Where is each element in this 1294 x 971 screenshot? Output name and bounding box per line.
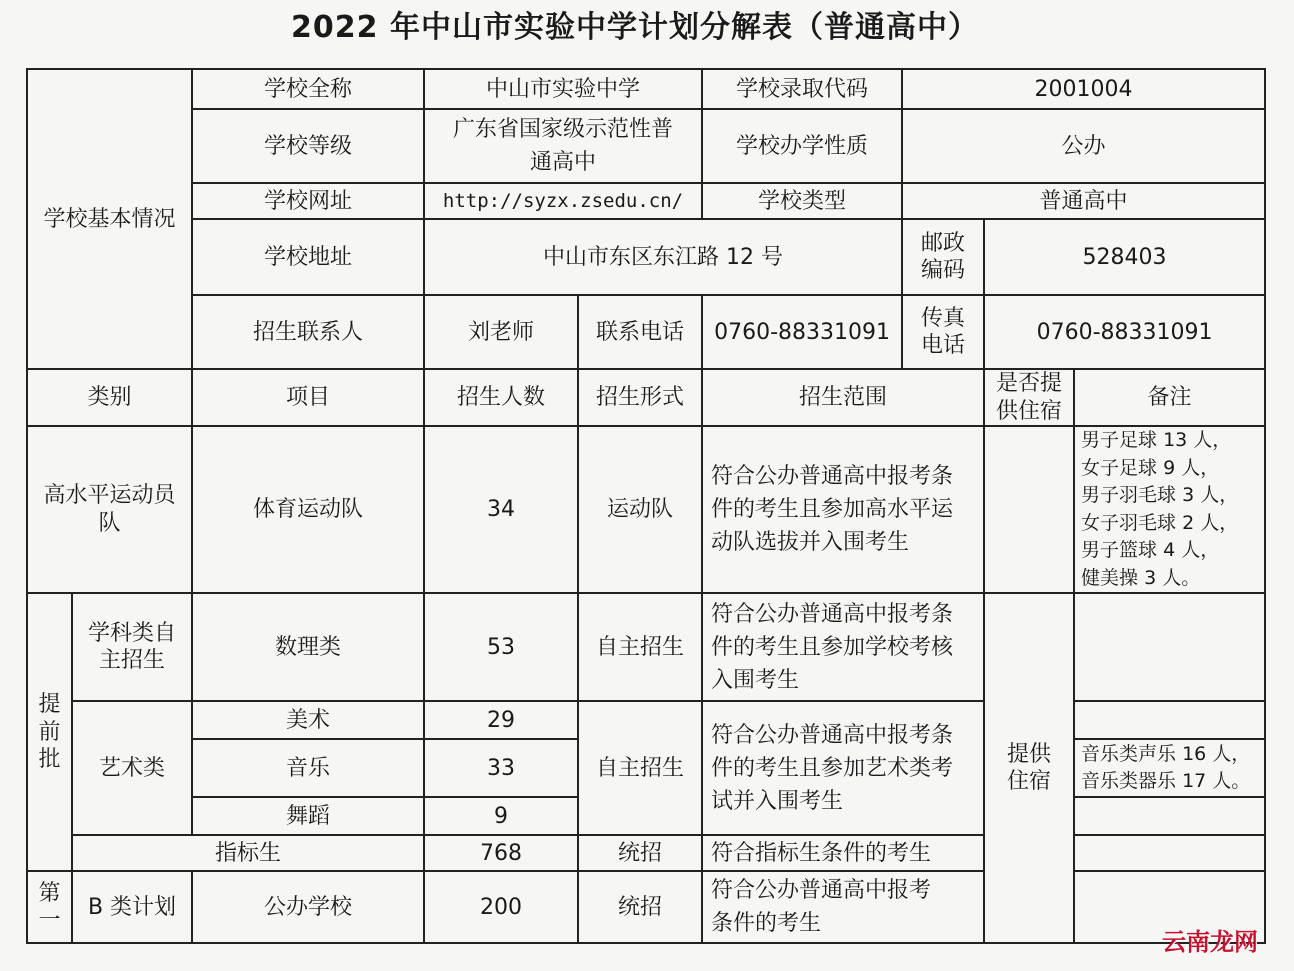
header-row [27,369,1265,426]
quota-count: 768 [424,835,578,871]
subject-scope [702,593,984,701]
athlete-remark-line-4: 女子羽毛球 2 人， [1081,511,1239,534]
full-name-label: 学校全称 [192,69,424,109]
athlete-item: 体育运动队 [192,426,424,593]
art-scope [702,701,984,835]
athlete-remark-line-2: 女子足球 9 人， [1081,456,1220,479]
art-form: 自主招生 [578,701,702,835]
art-count-fine-arts: 29 [424,701,578,739]
type-label: 学校类型 [702,183,902,219]
level-line-1: 广东省国家级示范性普 [453,117,674,142]
code-label: 学校录取代码 [702,69,902,109]
type-value: 普通高中 [902,183,1265,219]
header-item: 项目 [192,369,424,426]
art-count-music: 33 [424,739,578,797]
art-category: 艺术类 [72,701,192,835]
plan-b-scope-line-2: 条件的考生 [711,911,822,937]
postcode-value: 528403 [984,219,1265,295]
nature-label: 学校办学性质 [702,109,902,183]
art-scope-line-1: 符合公办普通高中报考条 [711,722,954,748]
art-remark-empty [1074,701,1265,739]
subject-category-line-2: 主招生 [99,648,166,674]
art-item-fine-arts: 美术 [192,701,424,739]
basic-row-website [27,183,1265,219]
address-value: 中山市东区东江路 12 号 [424,219,902,295]
art-remark-line-1: 音乐类声乐 16 人， [1081,742,1251,765]
header-form: 招生形式 [578,369,702,426]
athlete-remark [1074,426,1265,593]
art-row-fine-arts [27,701,1265,739]
art-dance-remark [1074,797,1265,835]
watermark-logo: 云南龙网 [1162,928,1258,956]
plan-b-count: 200 [424,871,578,943]
postcode-label [902,219,984,295]
address-label: 学校地址 [192,219,424,295]
athlete-scope [702,426,984,593]
athlete-remark-line-3: 男子羽毛球 3 人， [1081,484,1239,507]
level-line-2: 通高中 [530,150,597,175]
header-category: 类别 [27,369,192,426]
contact-label: 招生联系人 [192,295,424,369]
level-label: 学校等级 [192,109,424,183]
basic-row-address [27,219,1265,295]
dorm-value [984,593,1074,943]
art-item-dance: 舞蹈 [192,797,424,835]
athlete-count: 34 [424,426,578,593]
postcode-label-line-1: 邮政 [921,230,966,256]
quota-remark [1074,835,1265,871]
first-batch-char-2: 一 [38,908,61,934]
basic-section-label: 学校基本情况 [27,69,192,369]
art-item-music: 音乐 [192,739,424,797]
fax-value: 0760-88331091 [984,295,1265,369]
phone-value: 0760-88331091 [702,295,902,369]
plan-b-item: 公办学校 [192,871,424,943]
phone-label: 联系电话 [578,295,702,369]
full-name-value: 中山市实验中学 [424,69,702,109]
athlete-category [27,426,192,593]
athlete-category-line-1: 高水平运动员 [43,483,176,509]
header-dorm-line-1: 是否提 [996,371,1063,396]
athlete-row [27,426,1265,593]
athlete-remark-line-6: 健美操 3 人。 [1081,566,1201,589]
basic-row-level [27,109,1265,183]
subject-form: 自主招生 [578,593,702,701]
header-dorm-line-2: 供住宿 [996,398,1063,424]
subject-scope-line-1: 符合公办普通高中报考条 [711,601,954,627]
postcode-label-line-2: 编码 [921,258,966,283]
page-title: 2022 年中山市实验中学计划分解表（普通高中） [291,10,979,45]
quota-form: 统招 [578,835,702,871]
contact-value: 刘老师 [424,295,578,369]
first-batch-char-1: 第 [38,880,61,906]
art-scope-line-3: 试并入围考生 [711,788,844,814]
website-label: 学校网址 [192,183,424,219]
nature-value: 公办 [902,109,1265,183]
plan-b-scope [702,871,984,943]
plan-b-category: B 类计划 [72,871,192,943]
header-scope: 招生范围 [702,369,984,426]
art-remark [1074,739,1265,797]
early-batch-char-3: 批 [38,747,61,773]
quota-row [27,835,1265,871]
art-scope-line-2: 件的考生且参加艺术类考 [711,755,954,781]
subject-item: 数理类 [192,593,424,701]
art-remark-line-2: 音乐类器乐 17 人。 [1081,770,1251,793]
subject-category [72,593,192,701]
header-remark: 备注 [1074,369,1265,426]
athlete-dorm [984,426,1074,593]
subject-row [27,593,1265,701]
fax-label-line-1: 传真 [921,305,966,331]
athlete-scope-line-1: 符合公办普通高中报考条 [711,464,954,490]
quota-scope: 符合指标生条件的考生 [702,835,984,871]
athlete-remark-line-5: 男子篮球 4 人， [1081,539,1220,562]
fax-label-line-2: 电话 [921,333,966,358]
code-value: 2001004 [902,69,1265,109]
basic-row-contact [27,295,1265,369]
dorm-value-line-2: 住宿 [1007,769,1052,795]
dorm-value-line-1: 提供 [1007,741,1052,767]
subject-scope-line-2: 件的考生且参加学校考核 [711,634,954,660]
first-batch-label [27,871,72,943]
early-batch-char-1: 提 [38,692,61,718]
subject-scope-line-3: 入围考生 [711,667,800,693]
subject-category-line-1: 学科类自 [88,620,177,646]
basic-row-name [27,69,1265,109]
subject-remark [1074,593,1265,701]
level-value [424,109,702,183]
early-batch-label [27,593,72,871]
athlete-form: 运动队 [578,426,702,593]
athlete-remark-line-1: 男子足球 13 人， [1081,429,1232,451]
subject-count: 53 [424,593,578,701]
quota-item: 指标生 [72,835,424,871]
fax-label [902,295,984,369]
athlete-scope-line-2: 件的考生且参加高水平运 [711,497,954,523]
art-count-dance: 9 [424,797,578,835]
header-dorm [984,369,1074,426]
athlete-scope-line-3: 动队选拔并入围考生 [711,530,910,556]
early-batch-char-2: 前 [38,719,61,745]
plan-b-scope-line-1: 符合公办普通高中报考 [711,878,932,904]
plan-b-row [27,871,1265,943]
header-count: 招生人数 [424,369,578,426]
website-value: http://syzx.zsedu.cn/ [424,183,702,219]
plan-table [26,68,1266,944]
athlete-category-line-2: 队 [98,510,121,536]
plan-b-form: 统招 [578,871,702,943]
